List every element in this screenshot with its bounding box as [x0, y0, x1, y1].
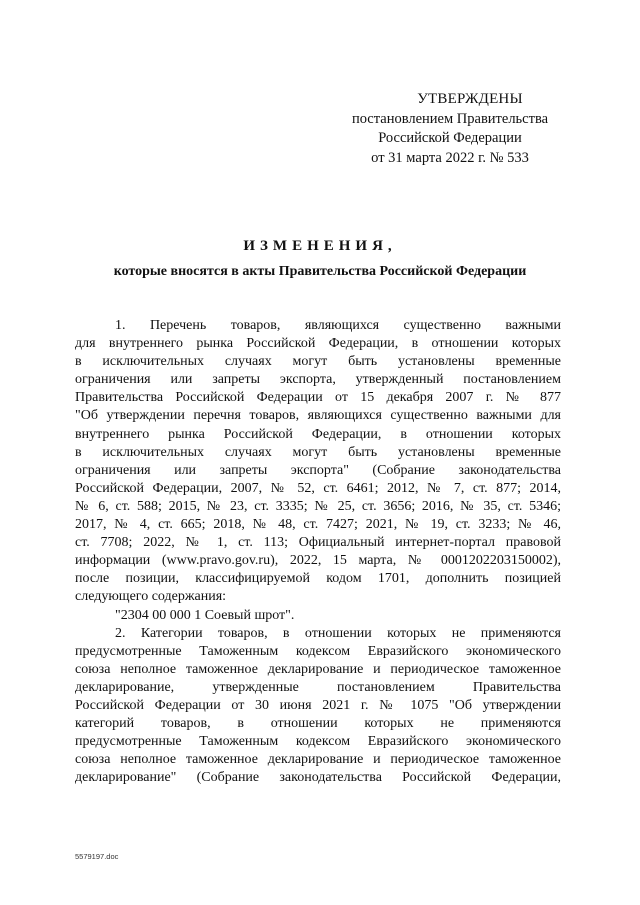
- body-line: № 6, ст. 588; 2015, № 23, ст. 3335; № 25, ст. 3656; 2016, № 35, ст. 5346;: [75, 498, 561, 514]
- body-line: после позиции, классифицируемой кодом 1701, дополнить позицией: [75, 571, 561, 587]
- document-title: ИЗМЕНЕНИЯ,: [243, 238, 397, 254]
- body-line: 1. Перечень товаров, являющихся существенно важными: [115, 318, 561, 333]
- body-line: "2304 00 000 1 Соевый шрот".: [115, 607, 295, 623]
- body-line: Российской Федерации, 2007, № 52, ст. 6461; 2012, № 7, ст. 877; 2014,: [75, 480, 561, 496]
- body-line: "Об утверждении перечня товаров, являющихся существенно важными для: [75, 408, 561, 424]
- body-line: союза неполное таможенное декларирование и периодическое таможенное: [75, 752, 561, 768]
- body-line: следующего содержания:: [75, 589, 227, 605]
- body-line: предусмотренные Таможенным кодексом Евразийского экономического: [75, 734, 561, 750]
- approval-line-3: от 31 марта 2022 г. № 533: [371, 149, 529, 166]
- approval-stamp: [340, 90, 560, 168]
- body-line: 2. Категории товаров, в отношении которых не применяются: [115, 625, 561, 641]
- body-line: ограничения или запреты экспорта" (Собрание законодательства: [75, 462, 561, 478]
- body-line: декларирование, утвержденные постановлением Правительства: [75, 679, 561, 695]
- body-line: информации (www.pravo.gov.ru), 2022, 15 марта, № 0001202203150002),: [75, 553, 561, 569]
- body-line: Российской Федерации от 30 июня 2021 г. № 1075 "Об утверждении: [75, 697, 561, 713]
- body-line: в исключительных случаях могут быть установлены временные: [75, 354, 561, 370]
- body-line: Правительства Российской Федерации от 15 декабря 2007 г. № 877: [75, 390, 561, 406]
- body-line: предусмотренные Таможенным кодексом Евразийского экономического: [75, 643, 561, 659]
- body-line: для внутреннего рынка Российской Федерации, в отношении которых: [75, 336, 561, 352]
- body-line: внутреннего рынка Российской Федерации, в отношении которых: [75, 426, 561, 442]
- approval-line-2: Российской Федерации: [378, 130, 522, 146]
- body-line: ст. 7708; 2022, № 1, ст. 113; Официальный интернет-портал правовой: [75, 535, 561, 551]
- body-line: союза неполное таможенное декларирование и периодическое таможенное: [75, 661, 561, 677]
- approval-line-1: постановлением Правительства: [351, 110, 549, 127]
- body-line: декларирование" (Собрание законодательства Российской Федерации,: [75, 770, 561, 786]
- body-line: в исключительных случаях могут быть установлены временные: [75, 444, 561, 460]
- approval-heading: УТВЕРЖДЕНЫ: [417, 91, 523, 107]
- file-name-footer: 5579197.doc: [75, 852, 119, 861]
- document-body: [75, 317, 561, 787]
- document-subtitle: которые вносятся в акты Правительства Российской Федерации: [113, 264, 527, 279]
- body-line: 2017, № 4, ст. 665; 2018, № 48, ст. 7427; 2021, № 19, ст. 3233; № 46,: [75, 517, 561, 533]
- body-line: ограничения или запреты экспорта, утвержденный постановлением: [75, 372, 561, 388]
- body-line: категорий товаров, в отношении которых не применяются: [75, 716, 561, 732]
